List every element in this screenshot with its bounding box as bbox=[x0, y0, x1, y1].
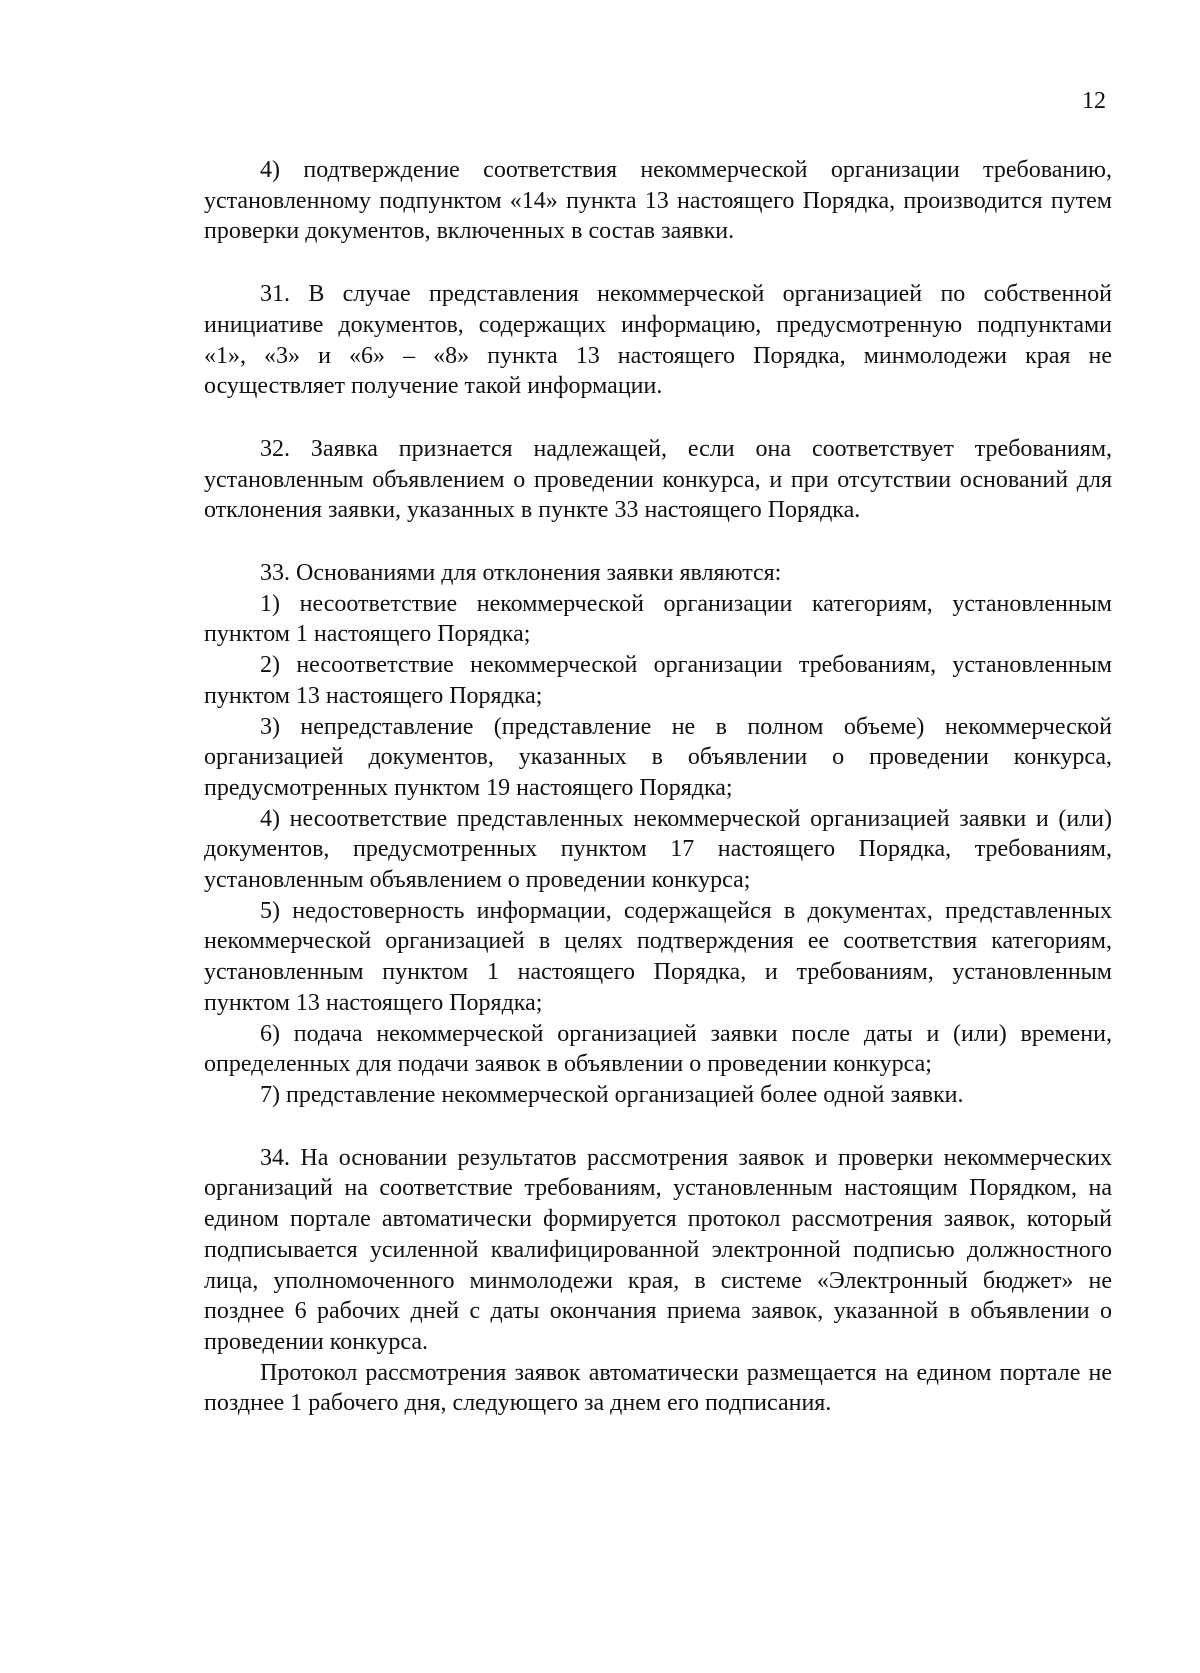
list-item-33-3: 3) непредставление (представление не в полном объеме) некоммерческой организацией документов, указанных в объявлении о проведении конкурса, предусмотренных пунктом 19 настоящего Порядка; bbox=[204, 713, 1112, 801]
list-item-33-1: 1) несоответствие некоммерческой организации категориям, установленным пунктом 1 настоящего Порядка; bbox=[204, 590, 1112, 648]
document-body bbox=[204, 155, 1112, 1419]
paragraph-30-4: 4) подтверждение соответствия некоммерческой организации требованию, установленному подпунктом «14» пункта 13 настоящего Порядка, производится путем проверки документов, включенных в состав заявки. bbox=[204, 157, 1112, 245]
page-number: 12 bbox=[1082, 88, 1106, 114]
list-item-33-5: 5) недостоверность информации, содержащейся в документах, представленных некоммерческой организацией в целях подтверждения ее соответствия категориям, установленным пунктом 1 настоящего Порядка, и требованиям, установленным пунктом 13 настоящего Порядка; bbox=[204, 897, 1112, 1016]
paragraph-33: 33. Основаниями для отклонения заявки являются: bbox=[260, 560, 782, 587]
paragraph-31: 31. В случае представления некоммерческой организацией по собственной инициативе документов, содержащих информацию, предусмотренную подпунктами «1», «3» и «6» – «8» пункта 13 настоящего Порядка, минмолодежи края не осуществляет получение такой информации. bbox=[204, 281, 1112, 400]
paragraph-32: 32. Заявка признается надлежащей, если она соответствует требованиям, установленным объявлением о проведении конкурса, и при отсутствии оснований для отклонения заявки, указанных в пункте 33 настоящего Порядка. bbox=[204, 435, 1112, 524]
list-item-33-6: 6) подача некоммерческой организацией заявки после даты и (или) времени, определенных для подачи заявок в объявлении о проведении конкурса; bbox=[204, 1020, 1112, 1078]
list-item-33-2: 2) несоответствие некоммерческой организации требованиям, установленным пунктом 13 настоящего Порядка; bbox=[204, 652, 1112, 709]
list-item-33-4: 4) несоответствие представленных некоммерческой организацией заявки и (или) документов, предусмотренных пунктом 17 настоящего Порядка, требованиям, установленным объявлением о проведении конкурса; bbox=[204, 805, 1112, 894]
paragraph-34: 34. На основании результатов рассмотрения заявок и проверки некоммерческих организаций на соответствие требованиям, установленным настоящим Порядком, на едином портале автоматически формируется протокол рассмотрения заявок, который подписывается усиленной квалифицированной электронной подписью должностного лица, уполномоченного минмолодежи края, в системе «Электронный бюджет» не позднее 6 рабочих дней с даты окончания приема заявок, указанной в объявлении о проведении конкурса. bbox=[204, 1144, 1112, 1355]
list-item-33-7: 7) представление некоммерческой организацией более одной заявки. bbox=[260, 1081, 964, 1108]
paragraph-34-protocol: Протокол рассмотрения заявок автоматически размещается на едином портале не позднее 1 рабочего дня, следующего за днем его подписания. bbox=[204, 1359, 1112, 1417]
